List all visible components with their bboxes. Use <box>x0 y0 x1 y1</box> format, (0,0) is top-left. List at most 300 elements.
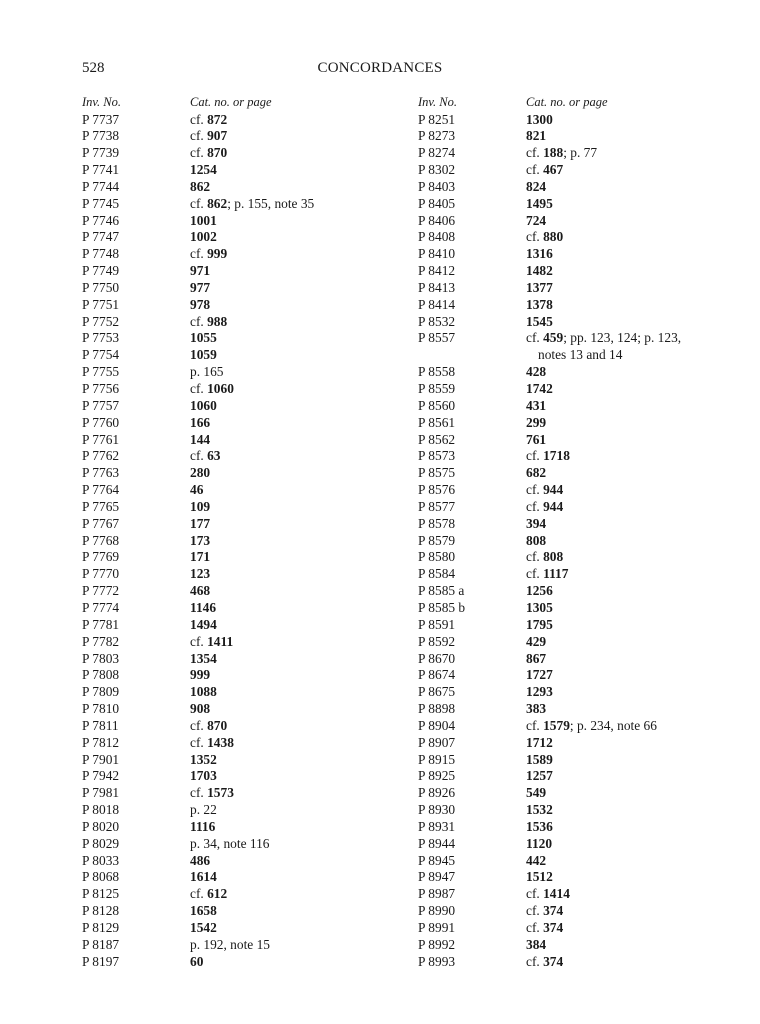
inv-number: P 7763 <box>82 465 120 481</box>
catalogue-number: 862 <box>190 178 211 194</box>
inv-number: P 7768 <box>82 532 120 548</box>
catalogue-reference <box>526 768 553 785</box>
catalogue-reference <box>526 516 546 533</box>
catalogue-number: 1795 <box>526 616 553 632</box>
catalogue-number: 144 <box>190 431 211 447</box>
inv-number: P 7741 <box>82 162 120 178</box>
catalogue-reference <box>526 145 597 162</box>
catalogue-number: 724 <box>526 212 547 228</box>
reference-text: cf. <box>190 381 208 396</box>
catalogue-reference <box>190 954 203 971</box>
inv-number: P 7772 <box>82 583 120 599</box>
catalogue-reference <box>526 499 563 516</box>
catalogue-reference <box>190 499 210 516</box>
reference-text: notes 13 and 14 <box>538 347 623 363</box>
catalogue-reference <box>526 263 553 280</box>
catalogue-reference <box>190 516 210 533</box>
catalogue-number: 1256 <box>526 583 553 599</box>
catalogue-reference <box>190 549 210 566</box>
inv-number: P 8585 b <box>418 599 466 615</box>
catalogue-reference <box>190 128 227 145</box>
catalogue-number: 1573 <box>207 785 234 801</box>
catalogue-reference <box>190 701 210 718</box>
catalogue-number: 867 <box>526 650 547 666</box>
catalogue-number: 1254 <box>190 162 217 178</box>
catalogue-number: 459 <box>543 330 564 346</box>
inv-number: P 8033 <box>82 852 120 868</box>
catalogue-reference <box>526 229 563 246</box>
inv-number: P 8578 <box>418 515 456 531</box>
catalogue-number: 374 <box>543 903 564 919</box>
catalogue-reference <box>190 381 234 398</box>
catalogue-number: 1494 <box>190 616 217 632</box>
inv-number: P 8926 <box>418 785 456 801</box>
inv-number: P 7749 <box>82 263 120 279</box>
inv-number: P 8068 <box>82 869 120 885</box>
catalogue-reference <box>526 802 553 819</box>
catalogue-number: 299 <box>526 414 547 430</box>
reference-text: ; p. 155, note 35 <box>227 195 315 211</box>
inv-number: P 7808 <box>82 667 120 683</box>
inv-number: P 8915 <box>418 751 456 767</box>
reference-text: cf. <box>190 734 208 750</box>
catalogue-number: 977 <box>190 279 211 295</box>
catalogue-number: 1579 <box>543 717 570 733</box>
catalogue-reference <box>190 819 215 836</box>
inv-number: P 8302 <box>418 162 456 178</box>
catalogue-reference <box>526 920 563 937</box>
inv-number: P 7738 <box>82 128 120 144</box>
catalogue-reference <box>190 634 233 651</box>
inv-number: P 8925 <box>418 768 456 784</box>
catalogue-number: 384 <box>526 936 547 952</box>
catalogue-number: 1411 <box>207 633 234 649</box>
catalogue-number: 1060 <box>207 381 234 396</box>
inv-number: P 8129 <box>82 920 120 935</box>
inv-number: P 7752 <box>82 313 120 329</box>
inv-number: P 8579 <box>418 532 456 548</box>
reference-text: cf. <box>190 313 208 329</box>
catalogue-number: 1542 <box>190 920 217 935</box>
catalogue-number: 908 <box>190 701 211 717</box>
reference-text: cf. <box>526 448 544 464</box>
inv-number: P 7756 <box>82 381 120 396</box>
inv-number: P 8406 <box>418 212 456 228</box>
catalogue-number: 1495 <box>526 195 553 211</box>
reference-text: p. 192, note 15 <box>190 936 270 952</box>
catalogue-number: 1354 <box>190 650 217 666</box>
catalogue-reference <box>190 600 216 617</box>
inv-number: P 7753 <box>82 330 120 346</box>
catalogue-number: 123 <box>190 566 211 582</box>
inv-number: P 8410 <box>418 246 456 262</box>
catalogue-reference <box>190 869 217 886</box>
catalogue-reference <box>190 398 217 415</box>
catalogue-number: 109 <box>190 498 211 514</box>
catalogue-reference <box>526 398 546 415</box>
inv-number: P 7754 <box>82 347 120 363</box>
catalogue-reference <box>190 465 210 482</box>
catalogue-number: 1293 <box>526 684 553 700</box>
catalogue-number: 1146 <box>190 599 217 615</box>
inv-number: P 7770 <box>82 566 120 582</box>
catalogue-number: 1059 <box>190 347 217 363</box>
catalogue-number: 1718 <box>543 448 570 464</box>
catalogue-number: 761 <box>526 431 547 447</box>
inv-number: P 7737 <box>82 111 120 127</box>
inv-number: P 7747 <box>82 229 120 245</box>
inv-number: P 8560 <box>418 397 456 413</box>
inv-number: P 8414 <box>418 296 456 312</box>
catalogue-reference <box>526 853 546 870</box>
catalogue-reference <box>526 533 546 550</box>
catalogue-reference <box>190 802 217 819</box>
cat-no-header: Cat. no. or page <box>190 95 272 109</box>
inv-number: P 7782 <box>82 633 120 649</box>
inv-number: P 8670 <box>418 650 456 666</box>
catalogue-reference <box>526 465 546 482</box>
inv-number: P 7781 <box>82 616 120 632</box>
inv-number: P 7981 <box>82 785 120 801</box>
catalogue-number: 431 <box>526 397 547 413</box>
catalogue-reference <box>526 937 546 954</box>
catalogue-number: 171 <box>190 549 211 565</box>
reference-text: cf. <box>190 128 208 144</box>
catalogue-number: 1512 <box>526 869 553 885</box>
catalogue-reference <box>526 651 546 668</box>
catalogue-reference <box>190 213 217 230</box>
catalogue-number: 1414 <box>543 886 570 902</box>
reference-text: cf. <box>190 633 208 649</box>
page-number: 528 <box>82 60 105 76</box>
inv-number: P 8413 <box>418 279 456 295</box>
inv-number: P 8990 <box>418 903 456 919</box>
inv-number: P 8944 <box>418 835 456 851</box>
catalogue-number: 188 <box>543 145 564 161</box>
catalogue-number: 1614 <box>190 869 217 885</box>
catalogue-number: 872 <box>207 111 228 127</box>
inv-number: P 8584 <box>418 566 456 582</box>
catalogue-number: 63 <box>207 448 221 464</box>
inv-number: P 8987 <box>418 886 456 902</box>
reference-text: cf. <box>526 330 544 346</box>
inv-number: P 7757 <box>82 397 120 413</box>
inv-number: P 8931 <box>418 818 456 834</box>
catalogue-number: 862 <box>207 195 228 211</box>
catalogue-reference <box>526 246 553 263</box>
reference-text: cf. <box>526 482 544 498</box>
catalogue-reference <box>190 432 210 449</box>
catalogue-number: 374 <box>543 920 564 935</box>
catalogue-number: 428 <box>526 364 547 380</box>
catalogue-number: 870 <box>207 717 228 733</box>
catalogue-number: 549 <box>526 785 547 801</box>
catalogue-reference <box>526 566 568 583</box>
catalogue-reference <box>190 263 210 280</box>
catalogue-reference <box>190 314 227 331</box>
inv-number: P 7748 <box>82 246 120 262</box>
catalogue-reference <box>190 684 217 701</box>
catalogue-reference <box>526 112 553 129</box>
catalogue-number: 394 <box>526 515 547 531</box>
catalogue-reference <box>190 415 210 432</box>
inv-number: P 8187 <box>82 936 120 952</box>
inv-number: P 7765 <box>82 498 120 514</box>
catalogue-number: 999 <box>190 667 211 683</box>
inv-number: P 8251 <box>418 111 456 127</box>
catalogue-reference <box>526 667 553 684</box>
catalogue-reference <box>526 583 553 600</box>
reference-text: p. 165 <box>190 364 224 380</box>
inv-number: P 8561 <box>418 414 456 430</box>
catalogue-reference <box>190 836 269 853</box>
inv-number: P 7767 <box>82 515 120 531</box>
reference-text: ; p. 234, note 66 <box>569 717 657 733</box>
catalogue-number: 1001 <box>190 212 217 228</box>
catalogue-number: 1377 <box>526 279 553 295</box>
catalogue-reference <box>190 330 217 347</box>
inv-no-header: Inv. No. <box>82 95 121 109</box>
reference-text: ; p. 77 <box>563 145 598 161</box>
inv-number: P 7750 <box>82 279 120 295</box>
catalogue-reference <box>526 617 553 634</box>
catalogue-number: 808 <box>526 532 547 548</box>
inv-number: P 8029 <box>82 835 120 851</box>
catalogue-number: 1305 <box>526 599 553 615</box>
inv-number: P 8562 <box>418 431 456 447</box>
catalogue-number: 1536 <box>526 818 553 834</box>
catalogue-reference <box>190 886 227 903</box>
catalogue-number: 1703 <box>190 768 217 784</box>
catalogue-reference <box>190 482 203 499</box>
inv-number: P 8557 <box>418 330 456 346</box>
catalogue-reference <box>526 735 553 752</box>
catalogue-reference <box>526 297 553 314</box>
catalogue-number: 808 <box>543 549 564 565</box>
inv-number: P 7751 <box>82 296 120 312</box>
catalogue-reference <box>526 364 546 381</box>
catalogue-reference <box>190 785 234 802</box>
catalogue-reference <box>190 651 217 668</box>
catalogue-reference <box>190 145 227 162</box>
catalogue-reference <box>190 667 210 684</box>
inv-number: P 8558 <box>418 364 456 380</box>
catalogue-reference <box>190 752 217 769</box>
inv-number: P 8532 <box>418 313 456 329</box>
catalogue-reference <box>526 128 546 145</box>
reference-text: p. 22 <box>190 802 217 818</box>
catalogue-number: 1117 <box>543 566 569 582</box>
catalogue-reference <box>526 718 657 735</box>
catalogue-number: 971 <box>190 263 211 279</box>
inv-number: P 7739 <box>82 145 120 161</box>
catalogue-number: 682 <box>526 465 547 481</box>
catalogue-reference <box>526 196 553 213</box>
inv-number: P 7745 <box>82 195 120 211</box>
reference-text: cf. <box>526 903 544 919</box>
catalogue-reference <box>190 583 210 600</box>
inv-number: P 8947 <box>418 869 456 885</box>
catalogue-number: 1742 <box>526 381 553 396</box>
catalogue-number: 1727 <box>526 667 553 683</box>
inv-number: P 8585 a <box>418 583 465 599</box>
catalogue-reference <box>190 735 234 752</box>
inv-number: P 8125 <box>82 886 120 902</box>
catalogue-reference <box>190 448 221 465</box>
inv-number: P 7762 <box>82 448 120 464</box>
reference-text: cf. <box>190 246 208 262</box>
reference-text: cf. <box>526 566 544 582</box>
catalogue-reference <box>526 752 553 769</box>
catalogue-number: 1352 <box>190 751 217 767</box>
catalogue-reference <box>190 937 270 954</box>
catalogue-number: 177 <box>190 515 211 531</box>
reference-text: cf. <box>526 498 544 514</box>
catalogue-reference <box>526 819 553 836</box>
reference-text: cf. <box>190 195 208 211</box>
catalogue-reference <box>190 229 217 246</box>
catalogue-number: 46 <box>190 482 204 498</box>
catalogue-reference <box>526 347 622 364</box>
catalogue-reference <box>526 381 553 398</box>
inv-number: P 8580 <box>418 549 456 565</box>
catalogue-number: 1088 <box>190 684 217 700</box>
catalogue-number: 870 <box>207 145 228 161</box>
reference-text: cf. <box>190 145 208 161</box>
catalogue-reference <box>526 162 563 179</box>
catalogue-reference <box>526 785 546 802</box>
catalogue-reference <box>190 112 227 129</box>
catalogue-reference <box>526 684 553 701</box>
cat-no-header: Cat. no. or page <box>526 95 608 109</box>
catalogue-number: 486 <box>190 852 211 868</box>
inv-number: P 8576 <box>418 482 456 498</box>
inv-number: P 7810 <box>82 701 120 717</box>
catalogue-reference <box>526 415 546 432</box>
catalogue-reference <box>190 297 210 314</box>
inv-number: P 8592 <box>418 633 456 649</box>
reference-text: ; pp. 123, 124; p. 123, <box>563 330 682 346</box>
catalogue-reference <box>526 432 546 449</box>
catalogue-reference <box>190 533 210 550</box>
catalogue-number: 1055 <box>190 330 217 346</box>
reference-text: cf. <box>526 229 544 245</box>
reference-text: cf. <box>190 717 208 733</box>
inv-number: P 7803 <box>82 650 120 666</box>
catalogue-reference <box>190 162 217 179</box>
catalogue-reference <box>526 280 553 297</box>
catalogue-number: 824 <box>526 178 547 194</box>
inv-number: P 8559 <box>418 381 456 396</box>
catalogue-reference <box>190 364 223 381</box>
catalogue-reference <box>190 566 210 583</box>
catalogue-reference <box>190 903 217 920</box>
catalogue-number: 1257 <box>526 768 553 784</box>
reference-text: cf. <box>190 448 208 464</box>
inv-number: P 7746 <box>82 212 120 228</box>
catalogue-reference <box>190 718 227 735</box>
inv-number: P 7811 <box>82 717 119 733</box>
catalogue-number: 1658 <box>190 903 217 919</box>
reference-text: cf. <box>526 953 544 969</box>
inv-number: P 8273 <box>418 128 456 144</box>
reference-text: cf. <box>190 111 208 127</box>
inv-number: P 7761 <box>82 431 120 447</box>
reference-text: cf. <box>526 549 544 565</box>
reference-text: cf. <box>190 785 208 801</box>
catalogue-number: 280 <box>190 465 211 481</box>
catalogue-number: 60 <box>190 953 204 969</box>
inv-number: P 8573 <box>418 448 456 464</box>
inv-number: P 7760 <box>82 414 120 430</box>
inv-number: P 8991 <box>418 920 456 935</box>
catalogue-reference <box>526 482 563 499</box>
catalogue-number: 1316 <box>526 246 553 262</box>
reference-text: cf. <box>526 886 544 902</box>
inv-number: P 8930 <box>418 802 456 818</box>
catalogue-reference <box>526 314 553 331</box>
catalogue-number: 442 <box>526 852 547 868</box>
inv-number: P 8575 <box>418 465 456 481</box>
catalogue-number: 1378 <box>526 296 553 312</box>
inv-number: P 7774 <box>82 599 120 615</box>
catalogue-number: 944 <box>543 482 564 498</box>
catalogue-reference <box>526 549 563 566</box>
catalogue-number: 166 <box>190 414 211 430</box>
catalogue-reference <box>190 347 217 364</box>
inv-number: P 8274 <box>418 145 456 161</box>
inv-number: P 8675 <box>418 684 456 700</box>
catalogue-reference <box>526 954 563 971</box>
catalogue-reference <box>190 280 210 297</box>
catalogue-number: 821 <box>526 128 547 144</box>
inv-no-header: Inv. No. <box>418 95 457 109</box>
inv-number: P 8412 <box>418 263 456 279</box>
inv-number: P 8674 <box>418 667 456 683</box>
catalogue-number: 383 <box>526 701 547 717</box>
reference-text: cf. <box>190 886 208 902</box>
catalogue-number: 907 <box>207 128 228 144</box>
inv-number: P 8591 <box>418 616 456 632</box>
catalogue-reference <box>190 196 314 213</box>
inv-number: P 7901 <box>82 751 120 767</box>
reference-text: cf. <box>526 920 544 935</box>
catalogue-reference <box>526 179 546 196</box>
inv-number: P 7755 <box>82 364 120 380</box>
catalogue-number: 944 <box>543 498 564 514</box>
catalogue-reference <box>526 886 570 903</box>
catalogue-reference <box>526 634 546 651</box>
inv-number: P 7769 <box>82 549 120 565</box>
inv-number: P 8128 <box>82 903 120 919</box>
catalogue-number: 467 <box>543 162 564 178</box>
inv-number: P 8898 <box>418 701 456 717</box>
catalogue-number: 978 <box>190 296 211 312</box>
catalogue-number: 429 <box>526 633 547 649</box>
catalogue-reference <box>526 213 546 230</box>
catalogue-number: 1002 <box>190 229 217 245</box>
catalogue-number: 374 <box>543 953 564 969</box>
catalogue-number: 1060 <box>190 397 217 413</box>
catalogue-reference <box>526 903 563 920</box>
catalogue-number: 1712 <box>526 734 553 750</box>
catalogue-reference <box>190 768 217 785</box>
inv-number: P 8405 <box>418 195 456 211</box>
catalogue-reference <box>190 853 210 870</box>
inv-number: P 8018 <box>82 802 120 818</box>
inv-number: P 7809 <box>82 684 120 700</box>
catalogue-number: 1482 <box>526 263 553 279</box>
